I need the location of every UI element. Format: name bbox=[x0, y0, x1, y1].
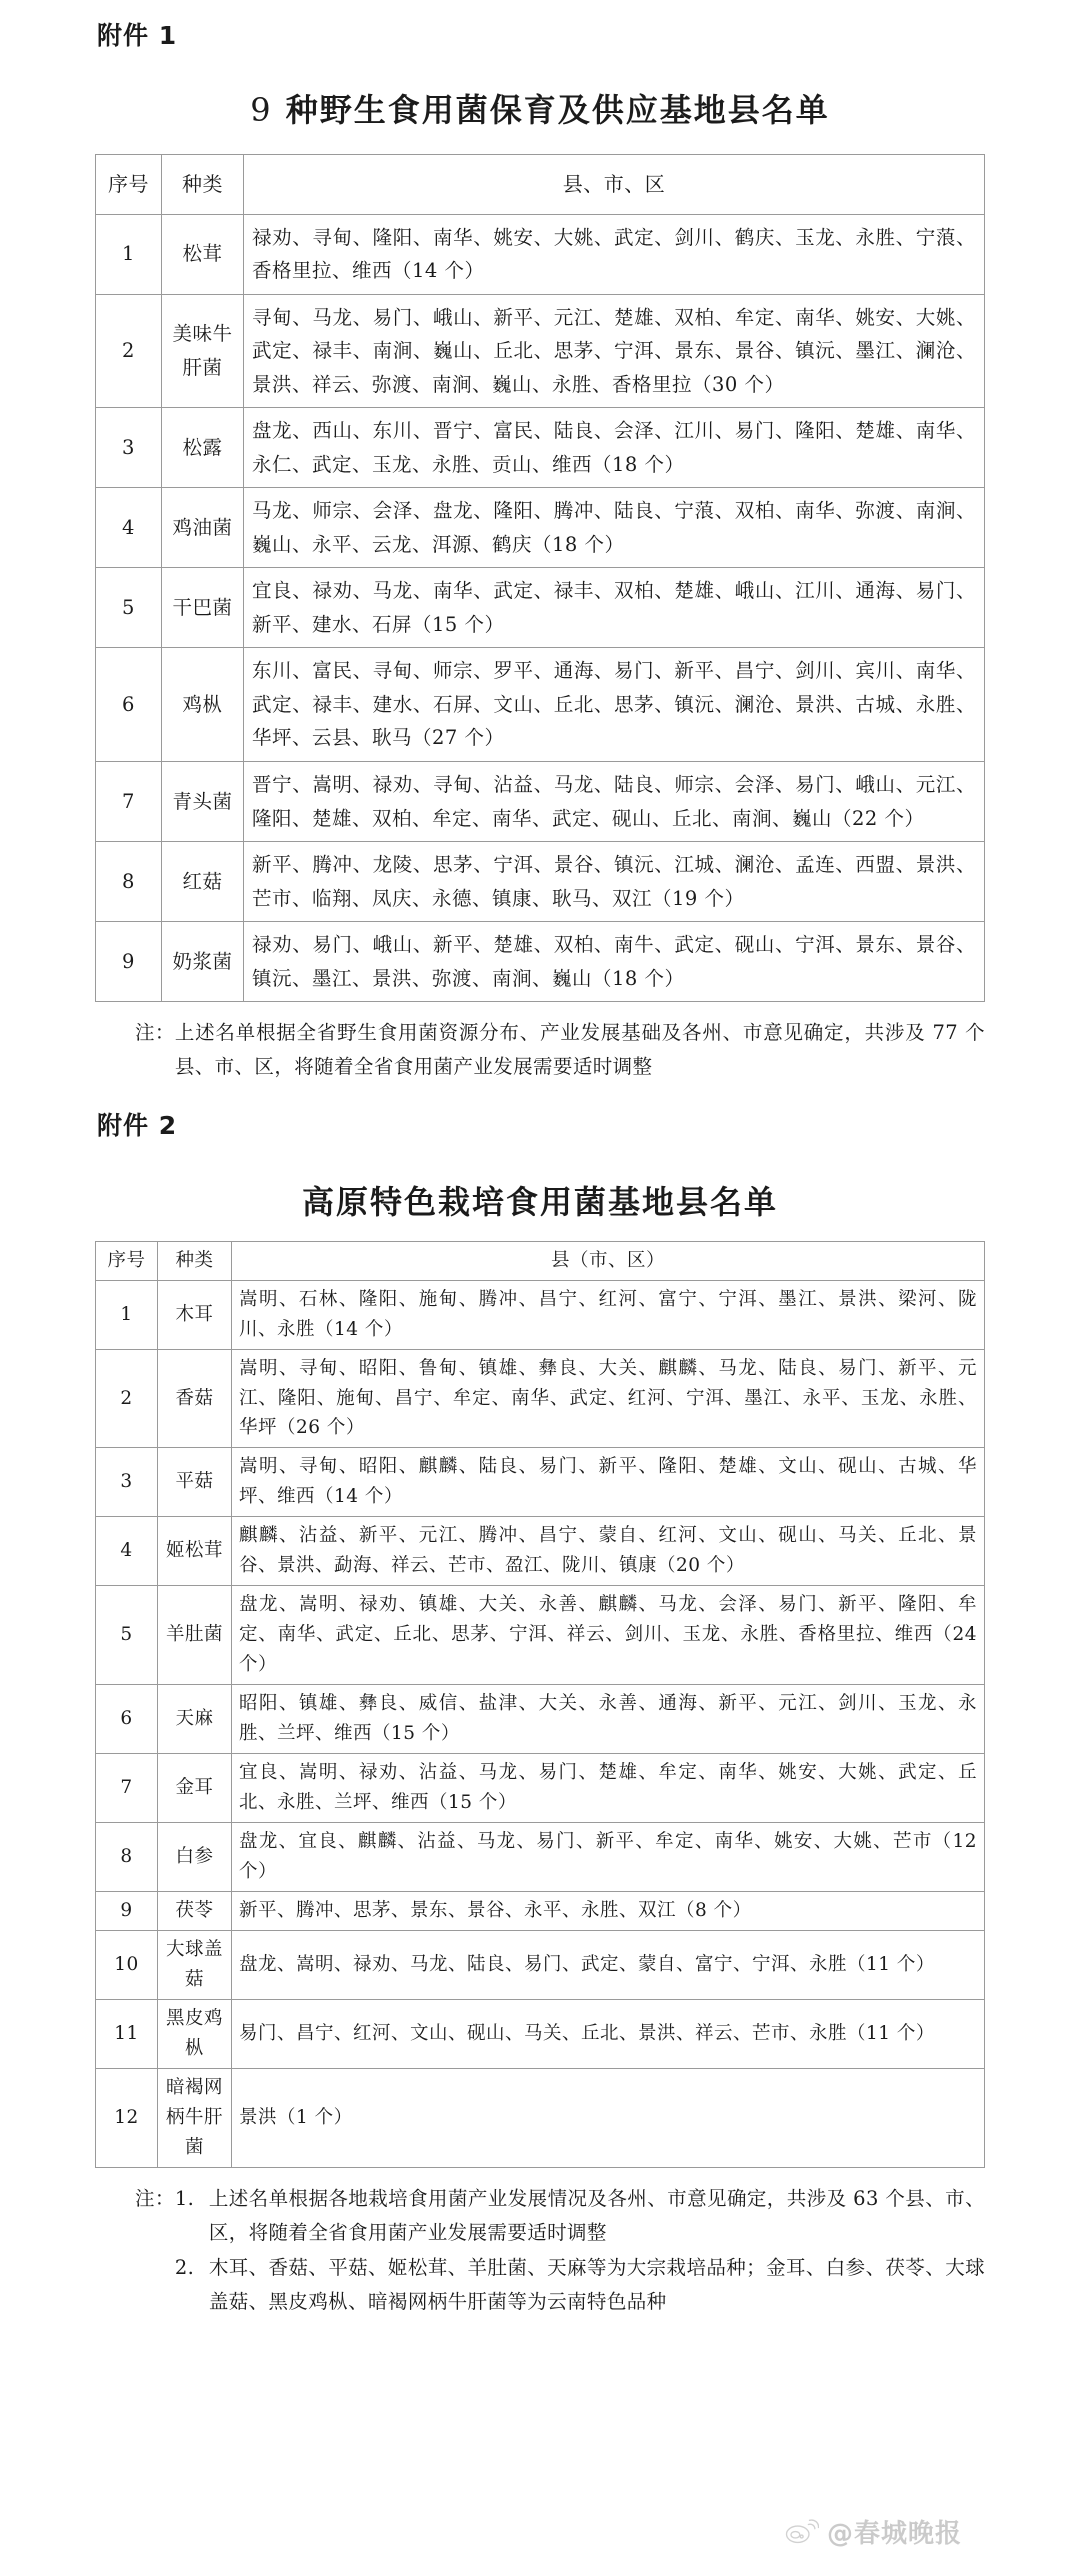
row-areas: 景洪（1 个） bbox=[232, 2068, 985, 2167]
row-kind: 木耳 bbox=[158, 1280, 232, 1349]
row-kind: 干巴菌 bbox=[162, 568, 244, 648]
row-kind: 大球盖菇 bbox=[158, 1931, 232, 2000]
table-row bbox=[96, 1892, 985, 1931]
row-no: 3 bbox=[96, 408, 162, 488]
row-areas: 禄劝、易门、峨山、新平、楚雄、双柏、南牛、武定、砚山、宁洱、景东、景谷、镇沅、墨江、景洪、弥渡、南涧、巍山（18 个） bbox=[244, 922, 985, 1002]
row-areas: 禄劝、寻甸、隆阳、南华、姚安、大姚、武定、剑川、鹤庆、玉龙、永胜、宁蒗、香格里拉、维西（14 个） bbox=[244, 214, 985, 294]
note-label: 注： bbox=[135, 1021, 175, 1045]
row-kind: 松茸 bbox=[162, 214, 244, 294]
row-kind: 金耳 bbox=[158, 1754, 232, 1823]
attachment-1-title bbox=[95, 89, 985, 132]
column-header-kind: 种类 bbox=[162, 155, 244, 214]
row-areas: 宜良、禄劝、马龙、南华、武定、禄丰、双柏、楚雄、峨山、江川、通海、易门、新平、建水、石屏（15 个） bbox=[244, 568, 985, 648]
row-areas: 东川、富民、寻甸、师宗、罗平、通海、易门、新平、昌宁、剑川、宾川、南华、武定、禄丰、建水、石屏、文山、丘北、思茅、镇沅、澜沧、景洪、古城、永胜、华坪、云县、耿马（27 个） bbox=[244, 648, 985, 762]
row-areas: 盘龙、西山、东川、晋宁、富民、陆良、会泽、江川、易门、隆阳、楚雄、南华、永仁、武定、玉龙、永胜、贡山、维西（18 个） bbox=[244, 408, 985, 488]
table-row bbox=[96, 1448, 985, 1517]
table-row bbox=[96, 2068, 985, 2167]
row-areas: 盘龙、嵩明、禄劝、镇雄、大关、永善、麒麟、马龙、会泽、易门、新平、隆阳、牟定、南华、武定、丘北、思茅、宁洱、祥云、剑川、玉龙、永胜、香格里拉、维西（24 个） bbox=[232, 1586, 985, 1685]
note-list bbox=[175, 2182, 985, 2320]
table-row bbox=[96, 1280, 985, 1349]
table-row bbox=[96, 568, 985, 648]
row-kind: 暗褐网柄牛肝菌 bbox=[158, 2068, 232, 2167]
row-no: 6 bbox=[96, 1685, 158, 1754]
note-index: 2. bbox=[174, 2256, 195, 2280]
cultivated-mushroom-table bbox=[95, 1241, 985, 2168]
row-kind: 茯苓 bbox=[158, 1892, 232, 1931]
row-no: 4 bbox=[96, 1517, 158, 1586]
table-row bbox=[96, 1349, 985, 1448]
table-row bbox=[96, 1685, 985, 1754]
row-areas: 麒麟、沾益、新平、元江、腾冲、昌宁、蒙自、红河、文山、砚山、马关、丘北、景谷、景洪、勐海、祥云、芒市、盈江、陇川、镇康（20 个） bbox=[232, 1517, 985, 1586]
note-index: 1. bbox=[174, 2186, 195, 2210]
row-no: 4 bbox=[96, 488, 162, 568]
row-no: 9 bbox=[96, 922, 162, 1002]
row-no: 8 bbox=[96, 1823, 158, 1892]
table-row bbox=[96, 1999, 985, 2068]
row-no: 7 bbox=[96, 1754, 158, 1823]
row-areas: 嵩明、寻甸、昭阳、鲁甸、镇雄、彝良、大关、麒麟、马龙、陆良、易门、新平、元江、隆阳、施甸、昌宁、牟定、南华、武定、红河、宁洱、墨江、永平、玉龙、永胜、华坪（26 个） bbox=[232, 1349, 985, 1448]
row-no: 8 bbox=[96, 842, 162, 922]
row-no: 12 bbox=[96, 2068, 158, 2167]
table-row bbox=[96, 648, 985, 762]
attachment-1-title-text: 种野生食用菌保育及供应基地县名单 bbox=[272, 91, 830, 129]
watermark-text: @春城晚报 bbox=[826, 2519, 962, 2549]
row-areas: 嵩明、寻甸、昭阳、麒麟、陆良、易门、新平、隆阳、楚雄、文山、砚山、古城、华坪、维西（14 个） bbox=[232, 1448, 985, 1517]
table-row bbox=[96, 408, 985, 488]
row-no: 5 bbox=[96, 568, 162, 648]
table-row bbox=[96, 1754, 985, 1823]
wild-mushroom-table bbox=[95, 154, 985, 1002]
attachment-1-title-number: 9 bbox=[250, 91, 273, 129]
table-row bbox=[96, 1931, 985, 2000]
attachment-1-note bbox=[95, 1016, 985, 1084]
row-areas: 盘龙、宜良、麒麟、沾益、马龙、易门、新平、牟定、南华、姚安、大姚、芒市（12 个） bbox=[232, 1823, 985, 1892]
row-no: 9 bbox=[96, 1892, 158, 1931]
note-text: 上述名单根据全省野生食用菌资源分布、产业发展基础及各州、市意见确定，共涉及 77 个县、市、区，将随着全省食用菌产业发展需要适时调整 bbox=[174, 1021, 985, 1079]
column-header-area: 县、市、区 bbox=[244, 155, 985, 214]
row-no: 3 bbox=[96, 1448, 158, 1517]
note-list-item bbox=[175, 2182, 985, 2250]
row-no: 1 bbox=[96, 214, 162, 294]
row-kind: 美味牛肝菌 bbox=[162, 294, 244, 408]
row-kind: 姬松茸 bbox=[158, 1517, 232, 1586]
attachment-2-note bbox=[95, 2182, 985, 2321]
column-header-no: 序号 bbox=[96, 155, 162, 214]
attachment-1-label: 附件 1 bbox=[97, 21, 178, 50]
table-row bbox=[96, 1517, 985, 1586]
weibo-icon bbox=[785, 2515, 819, 2549]
wild-mushroom-table-body bbox=[96, 214, 985, 1002]
row-no: 5 bbox=[96, 1586, 158, 1685]
row-no: 6 bbox=[96, 648, 162, 762]
row-kind: 青头菌 bbox=[162, 762, 244, 842]
row-kind: 鸡枞 bbox=[162, 648, 244, 762]
attachment-2-label: 附件 2 bbox=[97, 1111, 178, 1141]
row-no: 11 bbox=[96, 1999, 158, 2068]
table-row bbox=[96, 762, 985, 842]
row-kind: 松露 bbox=[162, 408, 244, 488]
row-areas: 新平、腾冲、龙陵、思茅、宁洱、景谷、镇沅、江城、澜沧、孟连、西盟、景洪、芒市、临翔、凤庆、永德、镇康、耿马、双江（19 个） bbox=[244, 842, 985, 922]
table-row bbox=[96, 488, 985, 568]
attachment-2-title: 高原特色栽培食用菌基地县名单 bbox=[301, 1183, 778, 1222]
table-row bbox=[96, 1823, 985, 1892]
table-row bbox=[96, 294, 985, 408]
row-no: 2 bbox=[96, 294, 162, 408]
row-areas: 宜良、嵩明、禄劝、沾益、马龙、易门、楚雄、牟定、南华、姚安、大姚、武定、丘北、永胜、兰坪、维西（15 个） bbox=[232, 1754, 985, 1823]
table-header-row bbox=[96, 155, 985, 214]
note-text: 木耳、香菇、平菇、姬松茸、羊肚菌、天麻等为大宗栽培品种；金耳、白参、茯苓、大球盖菇、黑皮鸡枞、暗褐网柄牛肝菌等为云南特色品种 bbox=[208, 2256, 985, 2314]
table-row bbox=[96, 922, 985, 1002]
row-areas: 嵩明、石林、隆阳、施甸、腾冲、昌宁、红河、富宁、宁洱、墨江、景洪、梁河、陇川、永胜（14 个） bbox=[232, 1280, 985, 1349]
note-list-item bbox=[175, 2251, 985, 2319]
row-kind: 白参 bbox=[158, 1823, 232, 1892]
column-header-area: 县（市、区） bbox=[232, 1241, 985, 1280]
row-kind: 羊肚菌 bbox=[158, 1586, 232, 1685]
row-kind: 黑皮鸡枞 bbox=[158, 1999, 232, 2068]
row-areas: 晋宁、嵩明、禄劝、寻甸、沾益、马龙、陆良、师宗、会泽、易门、峨山、元江、隆阳、楚雄、双柏、牟定、南华、武定、砚山、丘北、南涧、巍山（22 个） bbox=[244, 762, 985, 842]
table-header-row bbox=[96, 1241, 985, 1280]
row-areas: 寻甸、马龙、易门、峨山、新平、元江、楚雄、双柏、牟定、南华、姚安、大姚、武定、禄丰、南涧、巍山、丘北、思茅、宁洱、景东、景谷、镇沅、墨江、澜沧、景洪、祥云、弥渡、南涧、巍山、永胜、香格里拉（30 个） bbox=[244, 294, 985, 408]
row-kind: 鸡油菌 bbox=[162, 488, 244, 568]
watermark bbox=[785, 2513, 962, 2550]
row-kind: 奶浆菌 bbox=[162, 922, 244, 1002]
cultivated-mushroom-table-body bbox=[96, 1280, 985, 2167]
row-kind: 天麻 bbox=[158, 1685, 232, 1754]
row-kind: 平菇 bbox=[158, 1448, 232, 1517]
row-kind: 红菇 bbox=[162, 842, 244, 922]
row-no: 7 bbox=[96, 762, 162, 842]
row-areas: 新平、腾冲、思茅、景东、景谷、永平、永胜、双江（8 个） bbox=[232, 1892, 985, 1931]
row-areas: 易门、昌宁、红河、文山、砚山、马关、丘北、景洪、祥云、芒市、永胜（11 个） bbox=[232, 1999, 985, 2068]
row-areas: 马龙、师宗、会泽、盘龙、隆阳、腾冲、陆良、宁蒗、双柏、南华、弥渡、南涧、巍山、永平、云龙、洱源、鹤庆（18 个） bbox=[244, 488, 985, 568]
row-no: 1 bbox=[96, 1280, 158, 1349]
note-label: 注： bbox=[135, 2186, 175, 2210]
row-areas: 昭阳、镇雄、彝良、威信、盐津、大关、永善、通海、新平、元江、剑川、玉龙、永胜、兰坪、维西（15 个） bbox=[232, 1685, 985, 1754]
table-row bbox=[96, 214, 985, 294]
note-text: 上述名单根据各地栽培食用菌产业发展情况及各州、市意见确定，共涉及 63 个县、市、区，将随着全省食用菌产业发展需要适时调整 bbox=[208, 2186, 985, 2244]
row-no: 10 bbox=[96, 1931, 158, 2000]
column-header-kind: 种类 bbox=[158, 1241, 232, 1280]
row-no: 2 bbox=[96, 1349, 158, 1448]
table-row bbox=[96, 842, 985, 922]
row-kind: 香菇 bbox=[158, 1349, 232, 1448]
row-areas: 盘龙、嵩明、禄劝、马龙、陆良、易门、武定、蒙自、富宁、宁洱、永胜（11 个） bbox=[232, 1931, 985, 2000]
column-header-no: 序号 bbox=[96, 1241, 158, 1280]
table-row bbox=[96, 1586, 985, 1685]
